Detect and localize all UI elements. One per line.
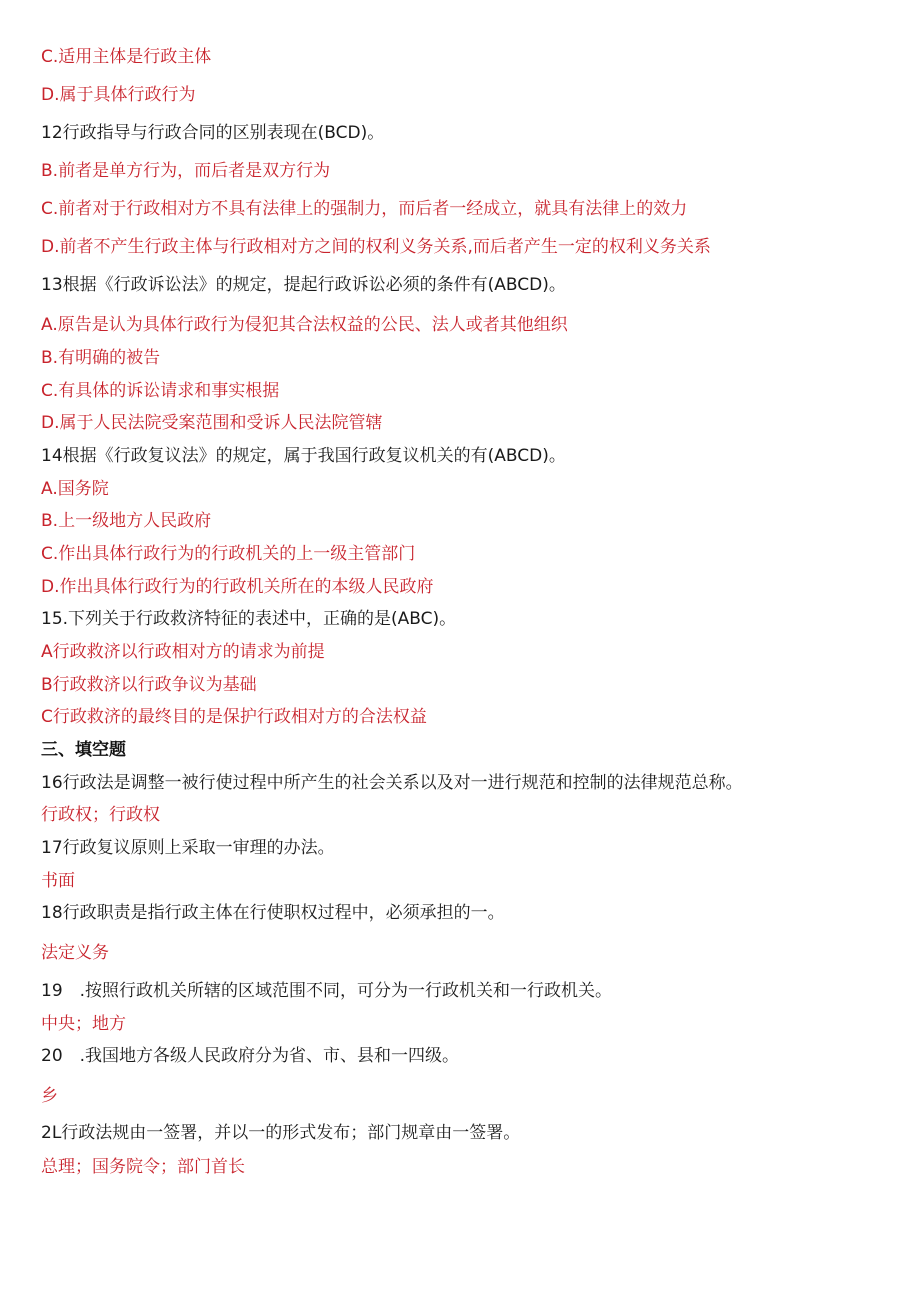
answer-line: 中央；地方 — [41, 1014, 126, 1034]
answer-line: C行政救济的最终目的是保护行政相对方的合法权益 — [41, 707, 427, 727]
question-line: 13根据《行政诉讼法》的规定，提起行政诉讼必须的条件有(ABCD)。 — [41, 275, 566, 295]
question-line: 12行政指导与行政合同的区别表现在(BCD)。 — [41, 123, 385, 143]
question-line: 16行政法是调整一被行使过程中所产生的社会关系以及对一进行规范和控制的法律规范总称。 — [41, 773, 743, 793]
answer-line: D.属于具体行政行为 — [41, 85, 196, 105]
answer-line: B.上一级地方人民政府 — [41, 511, 212, 531]
answer-line: B.前者是单方行为，而后者是双方行为 — [41, 161, 331, 181]
answer-line: C.作出具体行政行为的行政机关的上一级主管部门 — [41, 544, 416, 564]
answer-line: C.前者对于行政相对方不具有法律上的强制力，而后者一经成立，就具有法律上的效力 — [41, 199, 688, 219]
answer-line: D.前者不产生行政主体与行政相对方之间的权利义务关系,而后者产生一定的权利义务关系 — [41, 237, 711, 257]
answer-line: 书面 — [41, 871, 75, 891]
answer-line: A行政救济以行政相对方的请求为前提 — [41, 642, 325, 662]
question-line: 18行政职责是指行政主体在行使职权过程中，必须承担的一。 — [41, 903, 505, 923]
question-line: 2L行政法规由一签署，并以一的形式发布；部门规章由一签署。 — [41, 1123, 521, 1143]
answer-line: 乡 — [41, 1086, 58, 1106]
answer-line: 法定义务 — [41, 943, 109, 963]
question-line: 17行政复议原则上采取一审理的办法。 — [41, 838, 335, 858]
section-heading: 三、填空题 — [41, 740, 126, 760]
answer-line: 总理；国务院令；部门首长 — [41, 1157, 245, 1177]
answer-line: A.原告是认为具体行政行为侵犯其合法权益的公民、法人或者其他组织 — [41, 315, 568, 335]
answer-line: B行政救济以行政争议为基础 — [41, 675, 257, 695]
answer-line: C.适用主体是行政主体 — [41, 47, 212, 67]
question-line: 15.下列关于行政救济特征的表述中，正确的是(ABC)。 — [41, 609, 457, 629]
answer-line: B.有明确的被告 — [41, 348, 161, 368]
question-line: 20 .我国地方各级人民政府分为省、市、县和一四级。 — [41, 1046, 460, 1066]
answer-line: D.作出具体行政行为的行政机关所在的本级人民政府 — [41, 577, 434, 597]
answer-line: C.有具体的诉讼请求和事实根据 — [41, 381, 280, 401]
question-line: 19 .按照行政机关所辖的区域范围不同，可分为一行政机关和一行政机关。 — [41, 981, 613, 1001]
answer-line: A.国务院 — [41, 479, 109, 499]
answer-line: D.属于人民法院受案范围和受诉人民法院管辖 — [41, 413, 383, 433]
answer-line: 行政权；行政权 — [41, 805, 160, 825]
question-line: 14根据《行政复议法》的规定，属于我国行政复议机关的有(ABCD)。 — [41, 446, 566, 466]
